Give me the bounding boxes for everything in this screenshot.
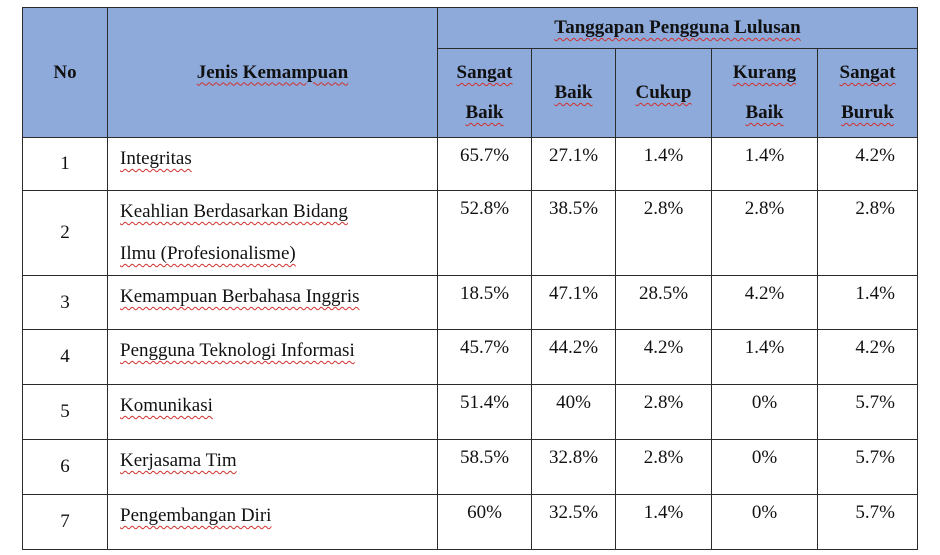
header-col-1 <box>532 49 616 138</box>
row-number: 7 <box>23 495 108 550</box>
header-group-label: Tanggapan Pengguna Lulusan <box>554 17 801 38</box>
header-no-label: No <box>53 61 77 83</box>
row-number: 5 <box>23 385 108 440</box>
percent-cell: 5.7% <box>818 385 918 440</box>
skill-name <box>108 385 438 440</box>
header-skill <box>108 8 438 138</box>
percent-cell: 60% <box>438 495 532 550</box>
table-row <box>23 276 918 330</box>
header-col-label: Sangat <box>839 62 896 83</box>
row-number: 4 <box>23 330 108 385</box>
skill-name-line: Keahlian Berdasarkan Bidang <box>120 201 348 222</box>
table-row <box>23 440 918 495</box>
header-col-label: Kurang <box>732 62 797 83</box>
percent-cell: 5.7% <box>818 495 918 550</box>
header-col-label: Sangat <box>456 62 513 83</box>
percent-cell: 1.4% <box>616 495 712 550</box>
header-col-4 <box>818 49 918 138</box>
percent-cell: 2.8% <box>818 191 918 276</box>
table-header <box>23 8 918 138</box>
percent-cell: 1.4% <box>712 330 818 385</box>
percent-cell: 40% <box>532 385 616 440</box>
percent-cell: 4.2% <box>818 138 918 191</box>
percent-cell: 58.5% <box>438 440 532 495</box>
percent-cell: 0% <box>712 440 818 495</box>
header-skill-label: Jenis Kemampuan <box>196 61 349 83</box>
skill-name <box>108 330 438 385</box>
header-no <box>23 8 108 138</box>
response-table <box>22 7 918 550</box>
percent-cell: 5.7% <box>818 440 918 495</box>
skill-name-line: Kemampuan Berbahasa Inggris <box>120 286 360 307</box>
table-body <box>23 138 918 550</box>
percent-cell: 44.2% <box>532 330 616 385</box>
percent-cell: 18.5% <box>438 276 532 330</box>
table-row <box>23 138 918 191</box>
table-wrapper <box>22 7 918 550</box>
table-row <box>23 330 918 385</box>
percent-cell: 2.8% <box>616 385 712 440</box>
percent-cell: 1.4% <box>712 138 818 191</box>
header-col-label: Buruk <box>841 102 894 123</box>
row-number: 1 <box>23 138 108 191</box>
percent-cell: 2.8% <box>616 191 712 276</box>
skill-name-line: Ilmu (Profesionalisme) <box>120 243 296 264</box>
percent-cell: 27.1% <box>532 138 616 191</box>
table-row <box>23 495 918 550</box>
skill-name-line: Pengguna Teknologi Informasi <box>120 340 355 361</box>
skill-name <box>108 276 438 330</box>
row-number: 3 <box>23 276 108 330</box>
percent-cell: 47.1% <box>532 276 616 330</box>
percent-cell: 1.4% <box>818 276 918 330</box>
percent-cell: 2.8% <box>616 440 712 495</box>
table-row <box>23 385 918 440</box>
skill-name-line: Komunikasi <box>120 395 213 416</box>
percent-cell: 32.5% <box>532 495 616 550</box>
table-row <box>23 191 918 276</box>
skill-name-line: Integritas <box>120 148 192 169</box>
percent-cell: 52.8% <box>438 191 532 276</box>
percent-cell: 4.2% <box>818 330 918 385</box>
percent-cell: 65.7% <box>438 138 532 191</box>
percent-cell: 2.8% <box>712 191 818 276</box>
header-col-label: Baik <box>465 102 504 123</box>
percent-cell: 38.5% <box>532 191 616 276</box>
percent-cell: 51.4% <box>438 385 532 440</box>
percent-cell: 32.8% <box>532 440 616 495</box>
header-col-label: Cukup <box>635 82 692 103</box>
percent-cell: 1.4% <box>616 138 712 191</box>
percent-cell: 28.5% <box>616 276 712 330</box>
percent-cell: 45.7% <box>438 330 532 385</box>
header-col-label: Baik <box>554 82 593 103</box>
header-col-label: Baik <box>745 102 784 123</box>
skill-name <box>108 191 438 276</box>
skill-name <box>108 440 438 495</box>
skill-name-line: Pengembangan Diri <box>120 505 272 526</box>
percent-cell: 0% <box>712 495 818 550</box>
header-col-2 <box>616 49 712 138</box>
percent-cell: 0% <box>712 385 818 440</box>
percent-cell: 4.2% <box>712 276 818 330</box>
skill-name-line: Kerjasama Tim <box>120 450 237 471</box>
header-col-3 <box>712 49 818 138</box>
percent-cell: 4.2% <box>616 330 712 385</box>
skill-name <box>108 495 438 550</box>
skill-name <box>108 138 438 191</box>
row-number: 6 <box>23 440 108 495</box>
header-col-0 <box>438 49 532 138</box>
header-group <box>438 8 918 49</box>
row-number: 2 <box>23 191 108 276</box>
header-row-1 <box>23 8 918 49</box>
